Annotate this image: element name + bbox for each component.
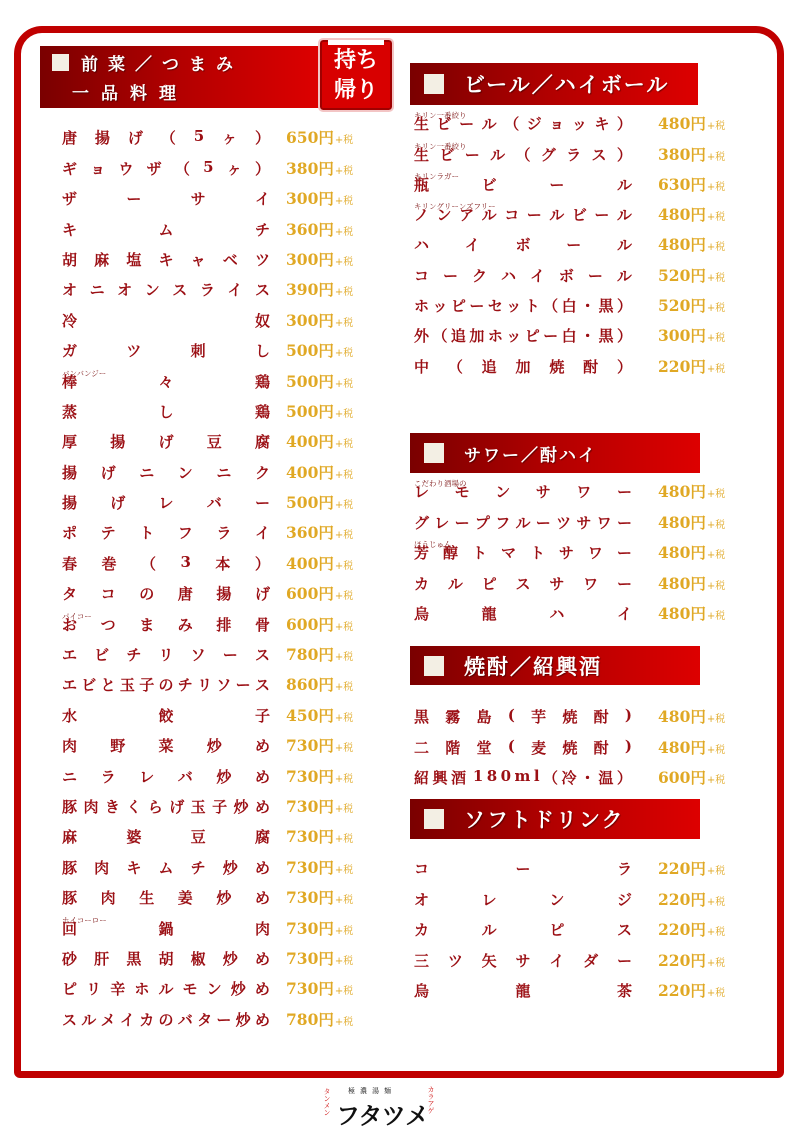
price-value: 500円 xyxy=(286,401,334,421)
menu-item xyxy=(62,489,354,519)
menu-item-name: 棒 々 鶏 xyxy=(62,372,270,391)
price-value: 380円 xyxy=(286,158,334,178)
price-value: 480円 xyxy=(658,707,706,727)
menu-item-name: 厚 揚 げ 豆 腐 xyxy=(62,433,270,452)
menu-item xyxy=(414,171,726,201)
tax-label: +税 xyxy=(706,896,726,908)
menu-item-price xyxy=(286,947,353,969)
menu-item xyxy=(62,580,354,610)
tax-label: +税 xyxy=(334,256,354,268)
tax-label: +税 xyxy=(706,212,726,224)
menu-item xyxy=(414,539,726,569)
menu-item xyxy=(414,916,726,946)
price-value: 220円 xyxy=(658,859,706,879)
tax-label: +税 xyxy=(706,333,726,345)
logo-subtitle: 極濃湯麺 xyxy=(348,1087,396,1095)
price-value: 520円 xyxy=(658,296,706,316)
menu-item xyxy=(414,201,726,231)
tax-label: +税 xyxy=(706,121,726,133)
menu-item xyxy=(414,977,726,1007)
menu-item-price xyxy=(658,918,725,940)
menu-item-price xyxy=(658,949,725,971)
price-value: 730円 xyxy=(286,918,334,938)
menu-item-name: 二 階 堂 ( 麦 焼 酎 ) xyxy=(414,736,632,757)
menu-item xyxy=(414,764,726,794)
menu-item-price xyxy=(658,766,725,788)
menu-item-name: 烏 龍 ハ イ xyxy=(414,604,632,623)
menu-item xyxy=(414,733,726,763)
menu-item-price xyxy=(286,339,353,361)
logo-right-vertical: カラアゲ xyxy=(427,1086,435,1114)
shop-logo xyxy=(318,1084,438,1130)
price-value: 500円 xyxy=(286,341,334,361)
menu-item-price xyxy=(286,825,353,847)
takeout-badge-line1: 持ち xyxy=(333,48,378,73)
menu-item-price xyxy=(286,1008,353,1030)
price-value: 730円 xyxy=(286,857,334,877)
tax-label: +税 xyxy=(706,987,726,999)
price-value: 220円 xyxy=(658,950,706,970)
soft-list xyxy=(414,855,726,1007)
tax-label: +税 xyxy=(334,378,354,390)
sour-list xyxy=(414,478,726,630)
menu-item xyxy=(62,306,354,336)
price-value: 730円 xyxy=(286,979,334,999)
price-value: 220円 xyxy=(658,356,706,376)
menu-item xyxy=(62,671,354,701)
tax-label: +税 xyxy=(334,986,354,998)
menu-item xyxy=(414,508,726,538)
menu-item xyxy=(62,610,354,640)
shochu-title: 焼酎／紹興酒 xyxy=(464,654,602,679)
menu-item-price xyxy=(658,736,725,758)
price-value: 520円 xyxy=(658,265,706,285)
menu-item-price xyxy=(286,917,353,939)
tax-label: +税 xyxy=(706,957,726,969)
tax-label: +税 xyxy=(706,866,726,878)
menu-item-name: カ ル ピ ス サ ワ ー xyxy=(414,574,632,593)
menu-item-price xyxy=(286,461,353,483)
menu-item-name: ギ ョ ウ ザ （ 5 ヶ ） xyxy=(62,157,270,178)
logo-left-vertical: タンメン xyxy=(323,1088,331,1116)
price-value: 220円 xyxy=(658,889,706,909)
menu-item-price xyxy=(286,977,353,999)
menu-item-name: ザ ー サ イ xyxy=(62,190,270,209)
price-value: 390円 xyxy=(286,280,334,300)
menu-item xyxy=(62,124,354,154)
price-value: 300円 xyxy=(286,310,334,330)
beer-header xyxy=(410,63,698,105)
menu-item-price xyxy=(658,705,725,727)
price-value: 780円 xyxy=(286,645,334,665)
soft-title: ソフトドリンク xyxy=(464,808,625,832)
menu-item-name: 三 ツ 矢 サ イ ダ ー xyxy=(414,951,632,970)
sour-title: サワー／酎ハイ xyxy=(464,445,597,466)
menu-item-name: ピ リ 辛 ホ ル モ ン 炒 め xyxy=(62,980,270,999)
menu-item-name: 揚 げ ニ ン ニ ク xyxy=(62,463,270,482)
menu-item xyxy=(414,569,726,599)
menu-item-price xyxy=(286,765,353,787)
price-value: 360円 xyxy=(286,219,334,239)
price-value: 600円 xyxy=(286,584,334,604)
menu-item xyxy=(62,367,354,397)
appetizers-title-line2: 一品料理 xyxy=(72,84,188,104)
tax-label: +税 xyxy=(334,408,354,420)
menu-item-price xyxy=(286,157,353,179)
menu-item-price xyxy=(658,143,725,165)
menu-item-price xyxy=(658,888,725,910)
menu-item-price xyxy=(658,480,725,502)
price-value: 600円 xyxy=(658,768,706,788)
appetizers-list xyxy=(62,124,354,1036)
menu-item-ruby: パイコー xyxy=(62,611,92,621)
price-value: 480円 xyxy=(658,603,706,623)
menu-item-price xyxy=(286,370,353,392)
menu-item-price xyxy=(286,187,353,209)
tax-label: +税 xyxy=(706,550,726,562)
menu-item xyxy=(62,428,354,458)
menu-item-name: 芳 醇 ト マ ト サ ワ ー xyxy=(414,544,632,563)
menu-item-price xyxy=(286,552,353,574)
price-value: 480円 xyxy=(658,482,706,502)
menu-item-price xyxy=(286,126,353,148)
tax-label: +税 xyxy=(334,469,354,481)
menu-item-name: 豚 肉 キ ム チ 炒 め xyxy=(62,858,270,877)
menu-item-price xyxy=(286,613,353,635)
menu-item xyxy=(414,231,726,261)
menu-item xyxy=(414,352,726,382)
price-value: 480円 xyxy=(658,205,706,225)
menu-item-name: 紹 興 酒 1 8 0 m l （ 冷 ・ 温 ） xyxy=(414,767,632,788)
menu-item xyxy=(62,215,354,245)
menu-item xyxy=(414,261,726,291)
tax-label: +税 xyxy=(334,135,354,147)
menu-item xyxy=(62,1005,354,1035)
square-bullet-icon xyxy=(52,54,69,71)
menu-item-price xyxy=(286,582,353,604)
price-value: 360円 xyxy=(286,523,334,543)
menu-item-name: 生 ビ ー ル （ グ ラ ス ） xyxy=(414,145,632,164)
price-value: 730円 xyxy=(286,766,334,786)
tax-label: +税 xyxy=(334,439,354,451)
menu-item-price xyxy=(286,704,353,726)
menu-item xyxy=(62,762,354,792)
menu-item-price xyxy=(286,491,353,513)
price-value: 730円 xyxy=(286,827,334,847)
menu-item-name: ホ ッ ピ ー セ ッ ト （ 白 ・ 黒 ） xyxy=(414,297,632,316)
menu-item-price xyxy=(286,430,353,452)
price-value: 500円 xyxy=(286,493,334,513)
price-value: 480円 xyxy=(658,573,706,593)
tax-label: +税 xyxy=(334,317,354,329)
menu-item-price xyxy=(658,173,725,195)
menu-item xyxy=(62,185,354,215)
menu-item-name: 蒸 し 鶏 xyxy=(62,402,270,421)
price-value: 300円 xyxy=(286,249,334,269)
price-value: 780円 xyxy=(286,1009,334,1029)
menu-item-price xyxy=(286,886,353,908)
tax-label: +税 xyxy=(334,500,354,512)
menu-item xyxy=(414,855,726,885)
tax-label: +税 xyxy=(334,743,354,755)
menu-item xyxy=(414,946,726,976)
price-value: 480円 xyxy=(658,114,706,134)
menu-item xyxy=(62,701,354,731)
menu-item-name: レ モ ン サ ワ ー xyxy=(414,483,632,502)
menu-item xyxy=(414,110,726,140)
appetizers-title-line1: 前菜／つまみ xyxy=(81,55,243,75)
menu-item-name: 烏 龍 茶 xyxy=(414,981,632,1000)
menu-item xyxy=(62,458,354,488)
menu-item-name: タ コ の 唐 揚 げ xyxy=(62,585,270,604)
menu-item-ruby: こだわり酒場の xyxy=(414,479,467,489)
menu-item-price xyxy=(658,857,725,879)
tax-label: +税 xyxy=(706,272,726,284)
price-value: 500円 xyxy=(286,371,334,391)
menu-item-price xyxy=(658,572,725,594)
tax-label: +税 xyxy=(706,519,726,531)
tax-label: +税 xyxy=(706,181,726,193)
menu-item-name: 生 ビ ー ル （ ジ ョ ッ キ ） xyxy=(414,115,632,134)
menu-item-name: 麻 婆 豆 腐 xyxy=(62,828,270,847)
menu-item xyxy=(62,641,354,671)
menu-item-name: コ ー ク ハ イ ボ ー ル xyxy=(414,266,632,285)
menu-item-name: 瓶 ビ ー ル xyxy=(414,175,632,194)
tax-label: +税 xyxy=(334,834,354,846)
appetizers-header xyxy=(40,46,320,108)
shochu-list xyxy=(414,703,726,794)
price-value: 400円 xyxy=(286,462,334,482)
menu-item-price xyxy=(658,511,725,533)
tax-label: +税 xyxy=(706,580,726,592)
menu-item-price xyxy=(286,734,353,756)
menu-item xyxy=(414,292,726,322)
menu-item-price xyxy=(286,309,353,331)
menu-item xyxy=(62,884,354,914)
tax-label: +税 xyxy=(706,714,726,726)
price-value: 220円 xyxy=(658,920,706,940)
tax-label: +税 xyxy=(706,927,726,939)
tax-label: +税 xyxy=(334,652,354,664)
menu-item-name: お つ ま み 排 骨 xyxy=(62,615,270,634)
tax-label: +税 xyxy=(706,744,726,756)
menu-item-name: 砂 肝 黒 胡 椒 炒 め xyxy=(62,949,270,968)
menu-item-name: 豚 肉 生 姜 炒 め xyxy=(62,889,270,908)
menu-item xyxy=(62,793,354,823)
menu-item xyxy=(62,732,354,762)
tax-label: +税 xyxy=(706,489,726,501)
tax-label: +税 xyxy=(706,151,726,163)
menu-item-name: 外 （ 追 加 ホ ッ ピ ー 白 ・ 黒 ） xyxy=(414,327,632,346)
tax-label: +税 xyxy=(334,925,354,937)
tax-label: +税 xyxy=(334,682,354,694)
menu-item xyxy=(62,975,354,1005)
tax-label: +税 xyxy=(334,226,354,238)
price-value: 480円 xyxy=(658,512,706,532)
menu-item xyxy=(414,703,726,733)
menu-item-price xyxy=(658,602,725,624)
menu-item-name: オ ニ オ ン ス ラ イ ス xyxy=(62,281,270,300)
menu-item-name: 胡 麻 塩 キ ャ ベ ツ xyxy=(62,250,270,269)
menu-item-price xyxy=(658,264,725,286)
menu-item-name: 中 （ 追 加 焼 酎 ） xyxy=(414,357,632,376)
takeout-badge xyxy=(320,40,392,110)
menu-item-price xyxy=(286,400,353,422)
price-value: 600円 xyxy=(286,614,334,634)
menu-item-ruby: ホイコーロー xyxy=(62,915,107,925)
menu-item-ruby: キリン一番絞り xyxy=(414,141,467,151)
menu-item-name: ニ ラ レ バ 炒 め xyxy=(62,767,270,786)
menu-item xyxy=(62,823,354,853)
menu-item-name: ガ ツ 刺 し xyxy=(62,342,270,361)
price-value: 650円 xyxy=(286,128,334,148)
menu-item-name: ハ イ ボ ー ル xyxy=(414,236,632,255)
menu-item xyxy=(62,398,354,428)
menu-item-ruby: キリングリーンズフリー xyxy=(414,202,496,212)
beer-list xyxy=(414,110,726,383)
menu-item-name: 肉 野 菜 炒 め xyxy=(62,737,270,756)
menu-item xyxy=(62,519,354,549)
price-value: 730円 xyxy=(286,796,334,816)
square-bullet-icon xyxy=(424,809,444,829)
menu-item-name: エ ビ チ リ ソ ー ス xyxy=(62,646,270,665)
tax-label: +税 xyxy=(334,530,354,542)
menu-item xyxy=(62,914,354,944)
price-value: 300円 xyxy=(658,326,706,346)
sour-header xyxy=(410,433,700,473)
tax-label: +税 xyxy=(334,560,354,572)
menu-item-price xyxy=(286,278,353,300)
logo-main: フタツメ xyxy=(336,1102,430,1130)
price-value: 730円 xyxy=(286,888,334,908)
tax-label: +税 xyxy=(706,303,726,315)
menu-item-name: 揚 げ レ バ ー xyxy=(62,494,270,513)
square-bullet-icon xyxy=(424,74,444,94)
price-value: 860円 xyxy=(286,675,334,695)
menu-item-ruby: キリンラガー xyxy=(414,171,459,181)
menu-item-price xyxy=(658,112,725,134)
menu-item-price xyxy=(286,643,353,665)
tax-label: +税 xyxy=(334,864,354,876)
price-value: 300円 xyxy=(286,189,334,209)
menu-item-name: ノ ン ア ル コ ー ル ビ ー ル xyxy=(414,206,632,225)
price-value: 220円 xyxy=(658,980,706,1000)
tax-label: +税 xyxy=(706,610,726,622)
menu-item-price xyxy=(658,203,725,225)
beer-title: ビール／ハイボール xyxy=(464,73,670,97)
menu-item-price xyxy=(286,248,353,270)
menu-item-price xyxy=(286,521,353,543)
tax-label: +税 xyxy=(334,955,354,967)
menu-item-name: ポ テ ト フ ラ イ xyxy=(62,524,270,543)
menu-item xyxy=(62,276,354,306)
menu-item xyxy=(414,322,726,352)
price-value: 450円 xyxy=(286,705,334,725)
menu-item-price xyxy=(658,979,725,1001)
menu-item-name: ス ル メ イ カ の バ タ ー 炒 め xyxy=(62,1010,270,1029)
menu-item-price xyxy=(286,795,353,817)
tax-label: +税 xyxy=(334,803,354,815)
menu-item-name: 冷 奴 xyxy=(62,311,270,330)
menu-item-price xyxy=(658,355,725,377)
price-value: 400円 xyxy=(286,553,334,573)
shochu-header xyxy=(410,646,700,685)
price-value: 380円 xyxy=(658,144,706,164)
menu-item-name: 回 鍋 肉 xyxy=(62,919,270,938)
menu-item-name: カ ル ピ ス xyxy=(414,921,632,940)
tax-label: +税 xyxy=(334,591,354,603)
menu-item-name: グ レ ー プ フ ル ー ツ サ ワ ー xyxy=(414,513,632,532)
menu-item-price xyxy=(658,294,725,316)
tax-label: +税 xyxy=(706,363,726,375)
menu-item xyxy=(62,945,354,975)
menu-item-name: 唐 揚 げ （ 5 ヶ ） xyxy=(62,127,270,148)
tax-label: +税 xyxy=(334,165,354,177)
price-value: 730円 xyxy=(286,948,334,968)
menu-item-name: 春 巻 （ 3 本 ） xyxy=(62,552,270,573)
menu-item xyxy=(414,478,726,508)
takeout-badge-line2: 帰り xyxy=(333,78,378,103)
menu-item-price xyxy=(658,233,725,255)
square-bullet-icon xyxy=(424,443,444,463)
menu-item xyxy=(62,549,354,579)
menu-item xyxy=(62,853,354,883)
menu-item-price xyxy=(286,673,353,695)
price-value: 400円 xyxy=(286,432,334,452)
menu-item-name: キ ム チ xyxy=(62,220,270,239)
menu-item-name: オ レ ン ジ xyxy=(414,890,632,909)
tax-label: +税 xyxy=(334,1016,354,1028)
menu-item xyxy=(62,246,354,276)
menu-item-ruby: キリン一番絞り xyxy=(414,111,467,121)
menu-item-name: 豚 肉 き く ら げ 玉 子 炒 め xyxy=(62,797,270,816)
tax-label: +税 xyxy=(334,895,354,907)
menu-item xyxy=(414,885,726,915)
tax-label: +税 xyxy=(334,773,354,785)
tax-label: +税 xyxy=(706,242,726,254)
price-value: 730円 xyxy=(286,736,334,756)
menu-item xyxy=(62,337,354,367)
tax-label: +税 xyxy=(334,348,354,360)
price-value: 480円 xyxy=(658,543,706,563)
tax-label: +税 xyxy=(334,712,354,724)
price-value: 630円 xyxy=(658,174,706,194)
menu-item-price xyxy=(286,218,353,240)
menu-item-name: 黒 霧 島 ( 芋 焼 酎 ) xyxy=(414,706,632,727)
menu-item xyxy=(414,140,726,170)
soft-header xyxy=(410,799,700,839)
menu-item xyxy=(414,600,726,630)
menu-item-price xyxy=(286,856,353,878)
menu-item xyxy=(62,154,354,184)
menu-item-ruby: バンバンジー xyxy=(62,368,107,378)
menu-item-ruby: ほうじゅん xyxy=(414,540,452,550)
tax-label: +税 xyxy=(334,287,354,299)
menu-item-name: コ ー ラ xyxy=(414,860,632,879)
tax-label: +税 xyxy=(334,621,354,633)
tax-label: +税 xyxy=(706,775,726,787)
menu-item-name: エ ビ と 玉 子 の チ リ ソ ー ス xyxy=(62,676,270,695)
menu-item-name: 水 餃 子 xyxy=(62,706,270,725)
price-value: 480円 xyxy=(658,737,706,757)
square-bullet-icon xyxy=(424,656,444,676)
tax-label: +税 xyxy=(334,196,354,208)
menu-item-price xyxy=(658,541,725,563)
menu-item-price xyxy=(658,324,725,346)
price-value: 480円 xyxy=(658,235,706,255)
